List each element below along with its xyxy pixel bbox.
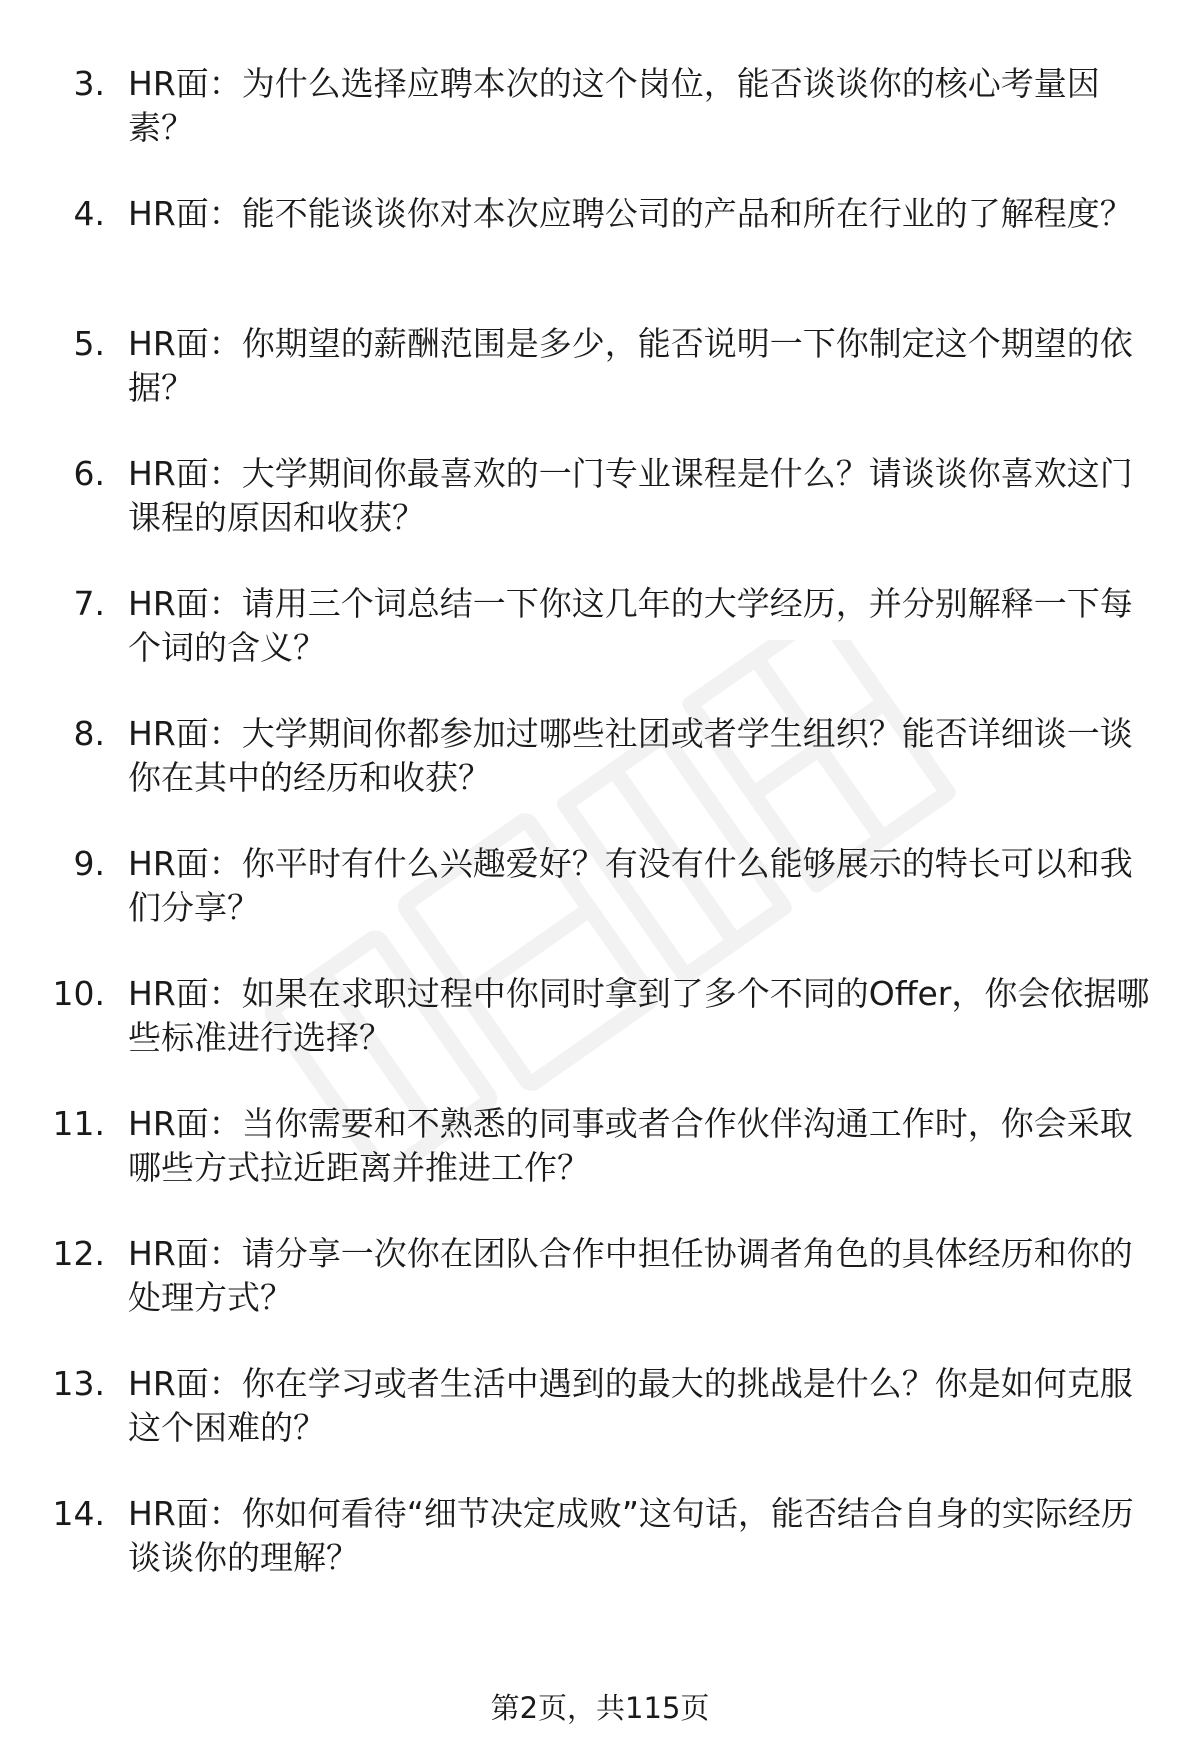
list-item: [0, 1226, 1200, 1356]
list-item: [0, 446, 1200, 576]
question-number: 9.: [73, 844, 105, 883]
question-number: 8.: [73, 714, 105, 753]
list-item: [0, 186, 1200, 316]
list-item: [0, 1486, 1200, 1616]
question-number: 10.: [52, 974, 105, 1013]
list-item: [0, 1096, 1200, 1226]
question-text: HR面：大学期间你都参加过哪些社团或者学生组织？能否详细谈一谈你在其中的经历和收获？: [128, 714, 1133, 797]
list-item: [0, 706, 1200, 836]
list-item: [0, 966, 1200, 1096]
question-number: 5.: [73, 324, 105, 363]
question-number: 11.: [52, 1104, 105, 1143]
question-number: 7.: [73, 584, 105, 623]
list-item: [0, 836, 1200, 966]
question-text: HR面：请用三个词总结一下你这几年的大学经历，并分别解释一下每个词的含义？: [128, 584, 1133, 667]
question-number: 13.: [52, 1364, 105, 1403]
question-list: [0, 56, 1200, 1616]
question-text: HR面：大学期间你最喜欢的一门专业课程是什么？请谈谈你喜欢这门课程的原因和收获？: [128, 454, 1133, 537]
list-item: [0, 56, 1200, 186]
question-number: 3.: [73, 64, 105, 103]
question-text: HR面：你在学习或者生活中遇到的最大的挑战是什么？你是如何克服这个困难的？: [128, 1364, 1133, 1447]
question-text: HR面：你平时有什么兴趣爱好？有没有什么能够展示的特长可以和我们分享？: [128, 844, 1133, 927]
question-text: HR面：如果在求职过程中你同时拿到了多个不同的Offer，你会依据哪些标准进行选择？: [128, 974, 1150, 1057]
question-text: HR面：当你需要和不熟悉的同事或者合作伙伴沟通工作时，你会采取哪些方式拉近距离并推进工作？: [128, 1104, 1133, 1187]
question-number: 12.: [52, 1234, 105, 1273]
question-text: HR面：你期望的薪酬范围是多少，能否说明一下你制定这个期望的依据？: [128, 324, 1133, 407]
question-number: 6.: [73, 454, 105, 493]
question-number: 14.: [52, 1494, 105, 1533]
question-text: HR面：你如何看待“细节决定成败”这句话，能否结合自身的实际经历谈谈你的理解？: [128, 1494, 1134, 1577]
question-text: HR面：能不能谈谈你对本次应聘公司的产品和所在行业的了解程度？: [128, 194, 1133, 233]
list-item: [0, 316, 1200, 446]
question-number: 4.: [73, 194, 105, 233]
list-item: [0, 1356, 1200, 1486]
list-item: [0, 576, 1200, 706]
page-footer: 第2页，共115页: [490, 1691, 710, 1725]
question-text: HR面：为什么选择应聘本次的这个岗位，能否谈谈你的核心考量因素？: [128, 64, 1100, 147]
question-text: HR面：请分享一次你在团队合作中担任协调者角色的具体经历和你的处理方式？: [128, 1234, 1133, 1317]
